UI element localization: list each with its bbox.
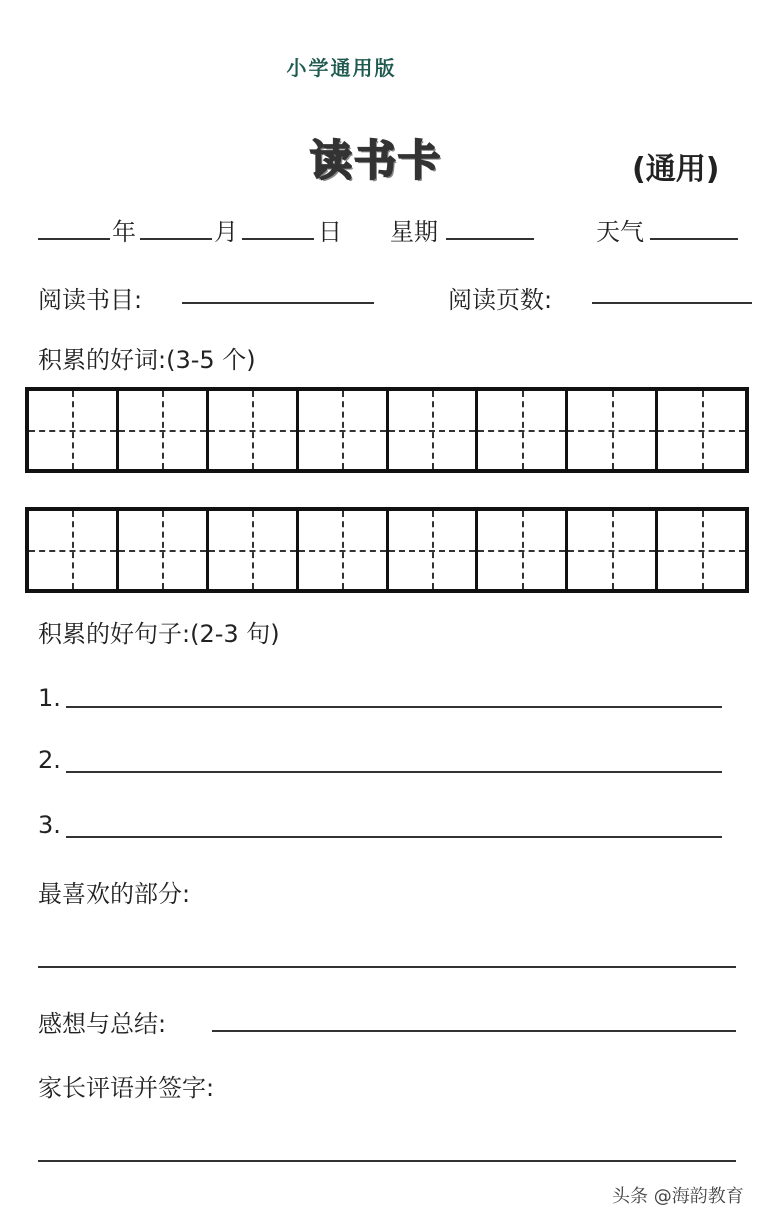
word-cell[interactable] [209, 391, 299, 469]
parent-comment-blank[interactable] [38, 1160, 736, 1162]
word-cell[interactable] [568, 511, 658, 589]
edition-label: 小学通用版 [286, 56, 397, 80]
book-title-blank[interactable] [182, 302, 374, 304]
weather-label: 天气 [596, 218, 644, 246]
month-blank[interactable] [140, 238, 212, 240]
weekday-blank[interactable] [446, 238, 534, 240]
word-cell[interactable] [29, 511, 119, 589]
word-cell[interactable] [568, 391, 658, 469]
word-cell[interactable] [299, 391, 389, 469]
word-cell[interactable] [478, 511, 568, 589]
word-cell[interactable] [389, 511, 479, 589]
pages-label: 阅读页数: [448, 286, 553, 314]
word-cell[interactable] [29, 391, 119, 469]
word-cell[interactable] [299, 511, 389, 589]
word-grid-row-2 [25, 507, 749, 593]
sentence-number-1: 1. [38, 684, 61, 712]
pages-blank[interactable] [592, 302, 752, 304]
card-subtitle: (通用) [632, 152, 720, 187]
word-cell[interactable] [209, 511, 299, 589]
word-grid-row-1 [25, 387, 749, 473]
card-title: 读书卡 [310, 136, 443, 185]
favorite-part-blank[interactable] [38, 966, 736, 968]
weather-blank[interactable] [650, 238, 738, 240]
word-cell[interactable] [119, 391, 209, 469]
word-cell[interactable] [119, 511, 209, 589]
source-watermark: 头条 @海韵教育 [612, 1186, 744, 1207]
reflection-blank[interactable] [212, 1030, 736, 1032]
good-words-label: 积累的好词:(3-5 个) [38, 346, 256, 374]
word-cell[interactable] [658, 511, 745, 589]
year-blank[interactable] [38, 238, 110, 240]
word-cell[interactable] [389, 391, 479, 469]
day-label: 日 [318, 218, 342, 246]
day-blank[interactable] [242, 238, 314, 240]
sentence-blank-2[interactable] [66, 771, 722, 773]
good-sentences-label: 积累的好句子:(2-3 句) [38, 620, 280, 648]
favorite-part-label: 最喜欢的部分: [38, 880, 191, 908]
parent-comment-label: 家长评语并签字: [38, 1074, 215, 1102]
sentence-blank-1[interactable] [66, 706, 722, 708]
reflection-label: 感想与总结: [38, 1010, 167, 1038]
sentence-number-2: 2. [38, 746, 61, 774]
sentence-number-3: 3. [38, 811, 61, 839]
weekday-label: 星期 [390, 218, 438, 246]
book-title-label: 阅读书目: [38, 286, 143, 314]
month-label: 月 [214, 218, 238, 246]
sentence-blank-3[interactable] [66, 836, 722, 838]
year-label: 年 [112, 218, 136, 246]
word-cell[interactable] [478, 391, 568, 469]
word-cell[interactable] [658, 391, 745, 469]
